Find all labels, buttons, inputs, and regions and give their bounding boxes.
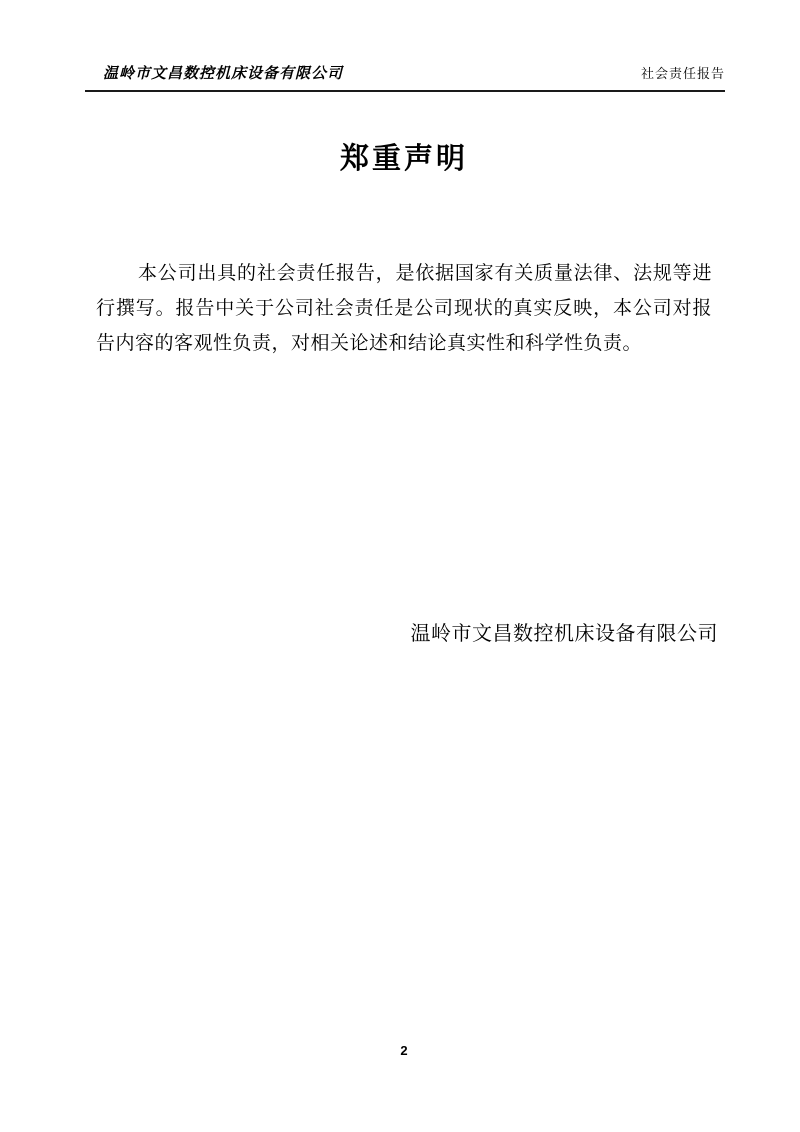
- header-company-name: 温岭市文昌数控机床设备有限公司: [103, 66, 344, 82]
- header-report-title: 社会责任报告: [640, 66, 725, 81]
- page-header: [85, 62, 725, 92]
- page-number: 2: [400, 1043, 408, 1058]
- signature-company-name: 温岭市文昌数控机床设备有限公司: [410, 623, 718, 645]
- declaration-title: 郑重声明: [339, 143, 468, 175]
- declaration-paragraph: 本公司出具的社会责任报告，是依据国家有关质量法律、法规等进行撰写。报告中关于公司社会责任是公司现状的真实反映，本公司对报告内容的客观性负责，对相关论述和结论真实性和科学性负责。: [96, 263, 712, 354]
- page-footer: [96, 1042, 712, 1060]
